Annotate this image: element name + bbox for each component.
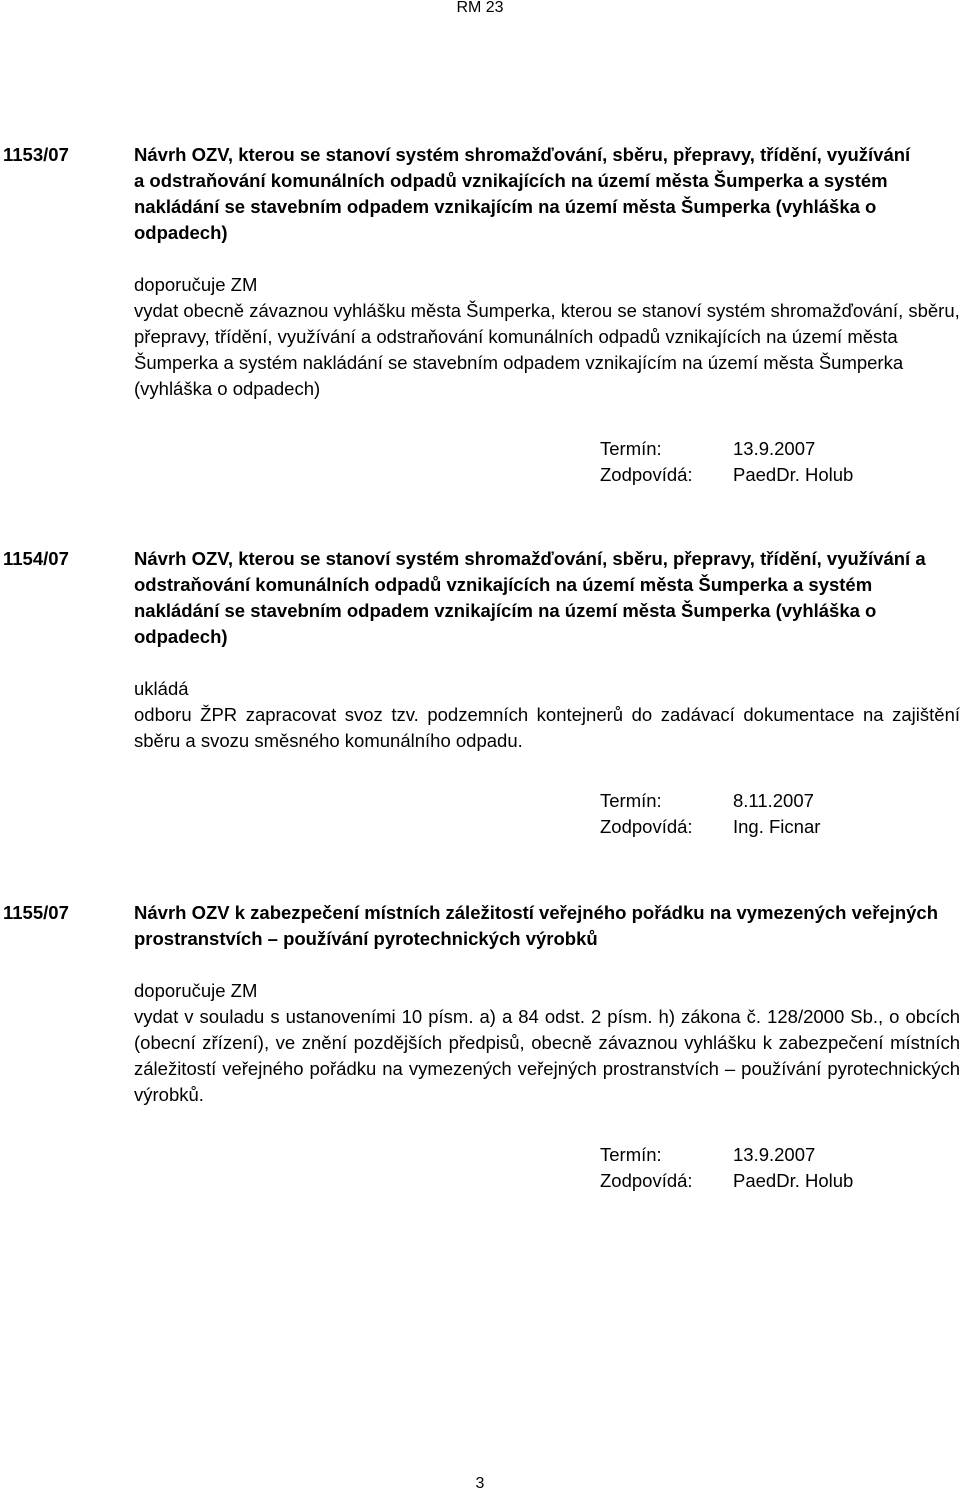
term-value: 8.11.2007 bbox=[733, 790, 814, 811]
resolution-number: 1155/07 bbox=[3, 902, 69, 923]
resolution-verb: doporučuje ZM bbox=[134, 274, 258, 295]
resolution-number: 1154/07 bbox=[3, 548, 69, 569]
resolution-title: Návrh OZV, kterou se stanoví systém shromažďování, sběru, přepravy, třídění, využívání a odstraňování komunálních odpadů vznikajících na území města Šumperka a systém nakládání se stavebním odpadem vznikajícím na území města Šumperka (vyhláška o odpadech) bbox=[134, 144, 911, 243]
resolution-verb: ukládá bbox=[134, 678, 189, 699]
page-header: RM 23 bbox=[456, 0, 504, 16]
resolution-title: Návrh OZV k zabezpečení místních záležitostí veřejného pořádku na vymezených veřejných prostranstvích – používání pyrotechnických výrobků bbox=[134, 902, 939, 949]
responsible-label: Zodpovídá: bbox=[600, 816, 693, 837]
responsible-label: Zodpovídá: bbox=[600, 464, 693, 485]
term-label: Termín: bbox=[600, 790, 662, 811]
resolution-text: vydat obecně závaznou vyhlášku města Šumperka, kterou se stanoví systém shromažďování, sběru, přepravy, třídění, využívání a odstraňování komunálních odpadů vznikajících na území města Šumperka a systém nakládání se stavebním odpadem vznikajícím na území města Šumperka (vyhláška o odpadech) bbox=[134, 300, 960, 399]
resolution-verb: doporučuje ZM bbox=[134, 980, 258, 1001]
responsible-value: PaedDr. Holub bbox=[733, 464, 854, 485]
term-value: 13.9.2007 bbox=[733, 438, 816, 459]
page-number: 3 bbox=[475, 1475, 485, 1492]
resolution-number: 1153/07 bbox=[3, 144, 69, 165]
term-value: 13.9.2007 bbox=[733, 1144, 816, 1165]
responsible-value: Ing. Ficnar bbox=[733, 816, 821, 837]
term-label: Termín: bbox=[600, 438, 662, 459]
term-label: Termín: bbox=[600, 1144, 662, 1165]
resolution-meta bbox=[600, 1142, 853, 1194]
resolution-meta bbox=[600, 788, 820, 840]
resolution-meta bbox=[600, 436, 853, 488]
resolution-title: Návrh OZV, kterou se stanoví systém shromažďování, sběru, přepravy, třídění, využívání a odstraňování komunálních odpadů vznikajících na území města Šumperka a systém nakládání se stavebním odpadem vznikajícím na území města Šumperka (vyhláška o odpadech) bbox=[134, 548, 926, 647]
resolution-text: odboru ŽPR zapracovat svoz tzv. podzemních kontejnerů do zadávací dokumentace na zajištění sběru a svozu směsného komunálního odpadu. bbox=[134, 704, 960, 751]
responsible-label: Zodpovídá: bbox=[600, 1170, 693, 1191]
resolution-text: vydat v souladu s ustanoveními 10 písm. a) a 84 odst. 2 písm. h) zákona č. 128/2000 Sb., o obcích (obecní zřízení), ve znění pozdějších předpisů, obecně závaznou vyhlášku k zabezpečení místních záležitostí veřejného pořádku na vymezených veřejných prostranstvích – používání pyrotechnických výrobků. bbox=[134, 1006, 960, 1105]
responsible-value: PaedDr. Holub bbox=[733, 1170, 854, 1191]
